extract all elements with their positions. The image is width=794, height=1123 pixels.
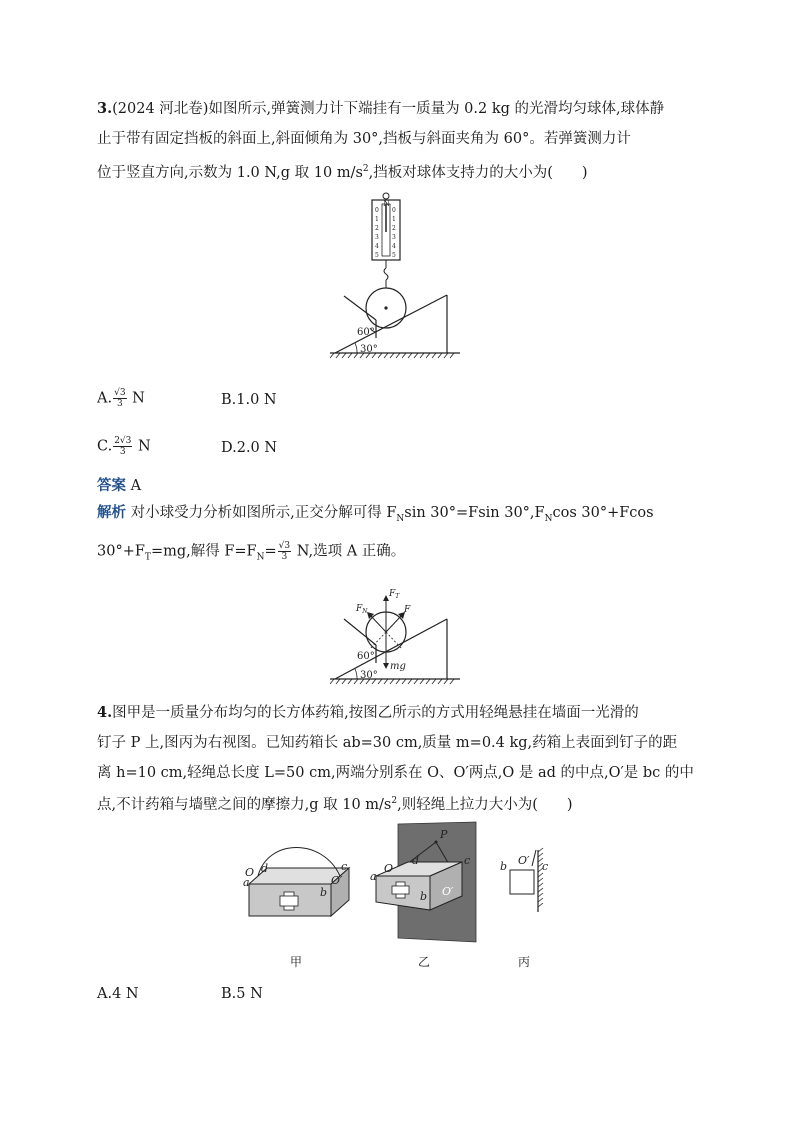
scale-tick-label: 5 [375,252,379,259]
angle-60-label: 60° [357,327,375,338]
svg-text:O′: O′ [331,874,343,887]
q4-figure-yi [370,820,482,945]
label-ft: $F_T$ [389,589,400,600]
q3-answer: 答案 A [97,477,142,494]
label-fn: $F_N$ [356,604,368,615]
q4-option-b[interactable]: B.5 N [221,986,263,1002]
q3-text-line-2: 止于带有固定挡板的斜面上,斜面倾角为 30°,挡板与斜面夹角为 60°。若弹簧测力计 [97,131,631,147]
svg-text:O′: O′ [518,854,530,867]
scale-tick-label: 1 [375,216,379,223]
angle-30-label: 30° [360,670,378,681]
svg-text:d: d [412,854,420,867]
q3-number: 3. [97,100,113,117]
q3-option-d[interactable]: D.2.0 N [221,440,278,456]
scale-tick-label: 0 [375,207,379,214]
svg-text:c: c [464,854,471,867]
scale-tick-label: 2 [375,225,379,232]
svg-text:b: b [320,886,328,899]
q4-option-a[interactable]: A.4 N [97,986,139,1002]
caption-bing: 丙 [518,955,531,969]
svg-text:O: O [245,866,255,879]
q3-explanation-line-2: $30^\circ+F_T=mg$,解得 $F=F_N=$ $\frac{√3}{3}$ N,选项 A 正确。 [97,541,406,563]
caption-jia: 甲 [290,955,303,969]
label-f: F [404,605,411,615]
scale-unit-label: N [383,199,390,208]
svg-text:c: c [542,860,549,873]
q3-option-b[interactable]: B.1.0 N [221,392,277,408]
angle-30-label: 30° [360,344,378,355]
scale-tick-label: 4 [375,243,379,250]
q3-figure-spring-scale [330,192,465,362]
svg-text:O′: O′ [442,885,454,898]
label-mg: mg [390,661,406,672]
q3-option-a[interactable]: A. $\frac{√3}{3}$ N [97,388,145,409]
scale-tick-label: 1 [392,216,396,223]
svg-text:O: O [384,862,394,875]
svg-text:P: P [440,828,448,841]
q3-text-line-1: 3.(2024 河北卷)如图所示,弹簧测力计下端挂有一质量为 0.2 kg 的光滑均匀球体,球体静 [97,100,665,117]
scale-tick-label: 0 [392,207,396,214]
svg-text:a: a [243,876,250,889]
q4-text-line-4: 点,不计药箱与墙壁之间的摩擦力,g 取 10 $m/s^2$,则轻绳上拉力大小为( ) [97,796,573,813]
q3-option-c[interactable]: C. $\frac{2√3}{3}$ N [97,436,151,457]
svg-text:b: b [500,860,508,873]
svg-text:d: d [261,862,269,875]
scale-tick-label: 4 [392,243,396,250]
q4-text-line-2: 钉子 P 上,图丙为右视图。已知药箱长 ab=30 cm,质量 m=0.4 kg,药箱上表面到钉子的距 [97,735,678,751]
q4-figure-jia [243,838,353,920]
q3-explanation-line-1: 解析 对小球受力分析如图所示,正交分解可得 $F_N\sin$ 30°=Fsin $30^\circ,F_N\cos$ 30°+Fcos [97,504,654,524]
svg-text:b: b [420,890,428,903]
caption-yi: 乙 [418,955,431,969]
q3-figure-force-diagram [330,585,465,685]
scale-tick-label: 2 [392,225,396,232]
q4-text-line-3: 离 h=10 cm,轻绳总长度 L=50 cm,两端分别系在 O、O′两点,O 是 ad 的中点,O′是 bc 的中 [97,765,694,781]
q4-figure-bing [496,846,552,916]
scale-tick-label: 5 [392,252,396,259]
scale-tick-label: 3 [392,234,396,241]
q3-text-line-3: 位于竖直方向,示数为 1.0 N,g 取 10 $m/s^2$,挡板对球体支持力的大小为( ) [97,164,588,181]
scale-tick-label: 3 [375,234,379,241]
angle-60-label: 60° [357,651,375,662]
svg-text:a: a [370,870,377,883]
q4-text-line-1: 4.图甲是一质量分布均匀的长方体药箱,按图乙所示的方式用轻绳悬挂在墙面一光滑的 [97,704,639,721]
svg-text:c: c [341,860,348,873]
